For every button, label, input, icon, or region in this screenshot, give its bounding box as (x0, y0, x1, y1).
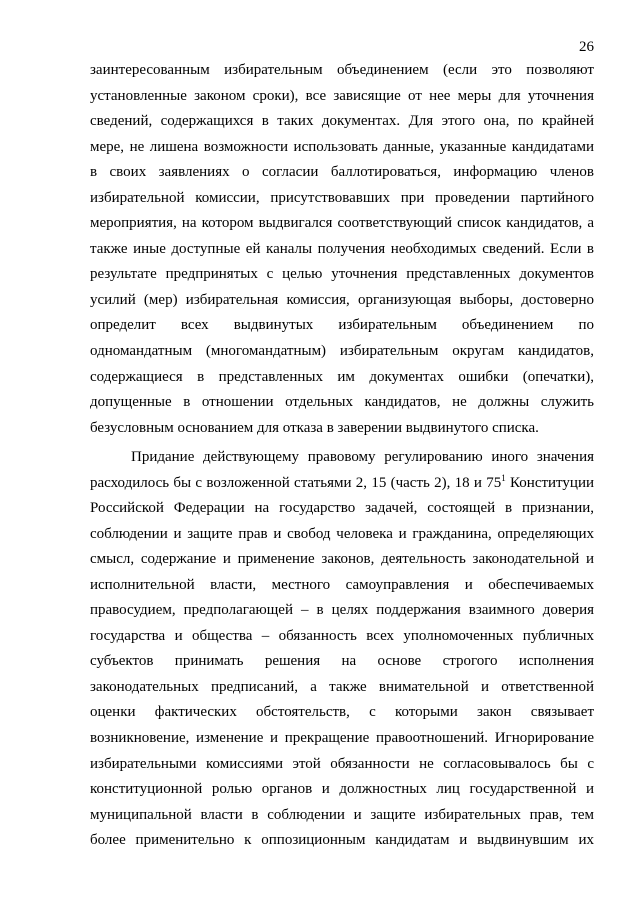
line-text: Конституции (505, 474, 594, 491)
paragraph-line: содержащиеся в представленных им документах ошибки (опечатки), (90, 368, 594, 385)
paragraph-1 (90, 58, 594, 441)
paragraph-line: более применительно к оппозиционным кандидатам и выдвинувшим их (90, 832, 594, 849)
paragraph-line: также иные доступные ей каналы получения необходимых сведений. Если в (90, 240, 594, 257)
paragraph-line: установленные законом сроки), все зависящие от нее меры для уточнения (90, 87, 594, 104)
paragraph-line: заинтересованным избирательным объединением (если это позволяют (90, 62, 594, 78)
paragraph-line: правосудием, предполагающей – в целях поддержания взаимного доверия (90, 602, 594, 619)
paragraph-line: мероприятия, на котором выдвигался соответствующий список кандидатов, а (90, 215, 594, 232)
paragraph-line: смысл, содержание и применение законов, деятельность законодательной и (90, 551, 594, 568)
paragraph-line: возникновение, изменение и прекращение правоотношений. Игнорирование (90, 730, 594, 747)
paragraph-line: Придание действующему правовому регулированию иного значения (131, 449, 594, 465)
paragraph-line: исполнительной власти, местного самоуправления и обеспечиваемых (90, 576, 594, 593)
paragraph-line: определит всех выдвинутых избирательным объединением по (90, 317, 594, 334)
paragraph-line: в своих заявлениях о согласии баллотироваться, информацию членов (90, 164, 594, 181)
paragraph-line: субъектов принимать решения на основе строгого исполнения (90, 653, 594, 670)
paragraph-line-with-footnote (90, 471, 594, 497)
paragraph-line: избирательными комиссиями этой обязанности не согласовывалось бы с (90, 755, 594, 772)
paragraph-line: результате предпринятых с целью уточнения представленных документов (90, 266, 594, 283)
paragraph-line: оценки фактических обстоятельств, с которыми закон связывает (90, 704, 594, 721)
paragraph-line: законодательных предписаний, а также внимательной и ответственной (90, 678, 594, 695)
paragraph-line: соблюдении и защите прав и свобод человека и гражданина, определяющих (90, 525, 594, 542)
paragraph-line: Российской Федерации на государство задачей, состоящей в признании, (90, 500, 594, 517)
line-text: расходилось бы с возложенной статьями 2, 15 (часть 2), 18 и 75 (90, 474, 502, 491)
paragraph-2 (90, 445, 594, 854)
paragraph-line: государства и общества – обязанность всех уполномоченных публичных (90, 627, 594, 644)
paragraph-line: сведений, содержащихся в таких документах. Для этого она, по крайней (90, 113, 594, 130)
paragraph-line: муниципальной власти в соблюдении и защите избирательных прав, тем (90, 806, 594, 823)
paragraph-line: усилий (мер) избирательная комиссия, организующая выборы, достоверно (90, 291, 594, 308)
page-number: 26 (579, 39, 594, 55)
paragraph-line: допущенные в отношении отдельных кандидатов, не должны служить (90, 394, 594, 411)
paragraph-line: избирательной комиссии, присутствовавших при проведении партийного (90, 189, 594, 206)
superscript-mark: 1 (501, 472, 506, 483)
paragraph-line: безусловным основанием для отказа в заверении выдвинутого списка. (90, 419, 539, 436)
paragraph-line: конституционной ролью органов и должностных лиц государственной и (90, 781, 594, 798)
paragraph-line: мере, не лишена возможности использовать данные, указанные кандидатами (90, 138, 594, 155)
paragraph-line: одномандатным (многомандатным) избирательным округам кандидатов, (90, 343, 594, 360)
